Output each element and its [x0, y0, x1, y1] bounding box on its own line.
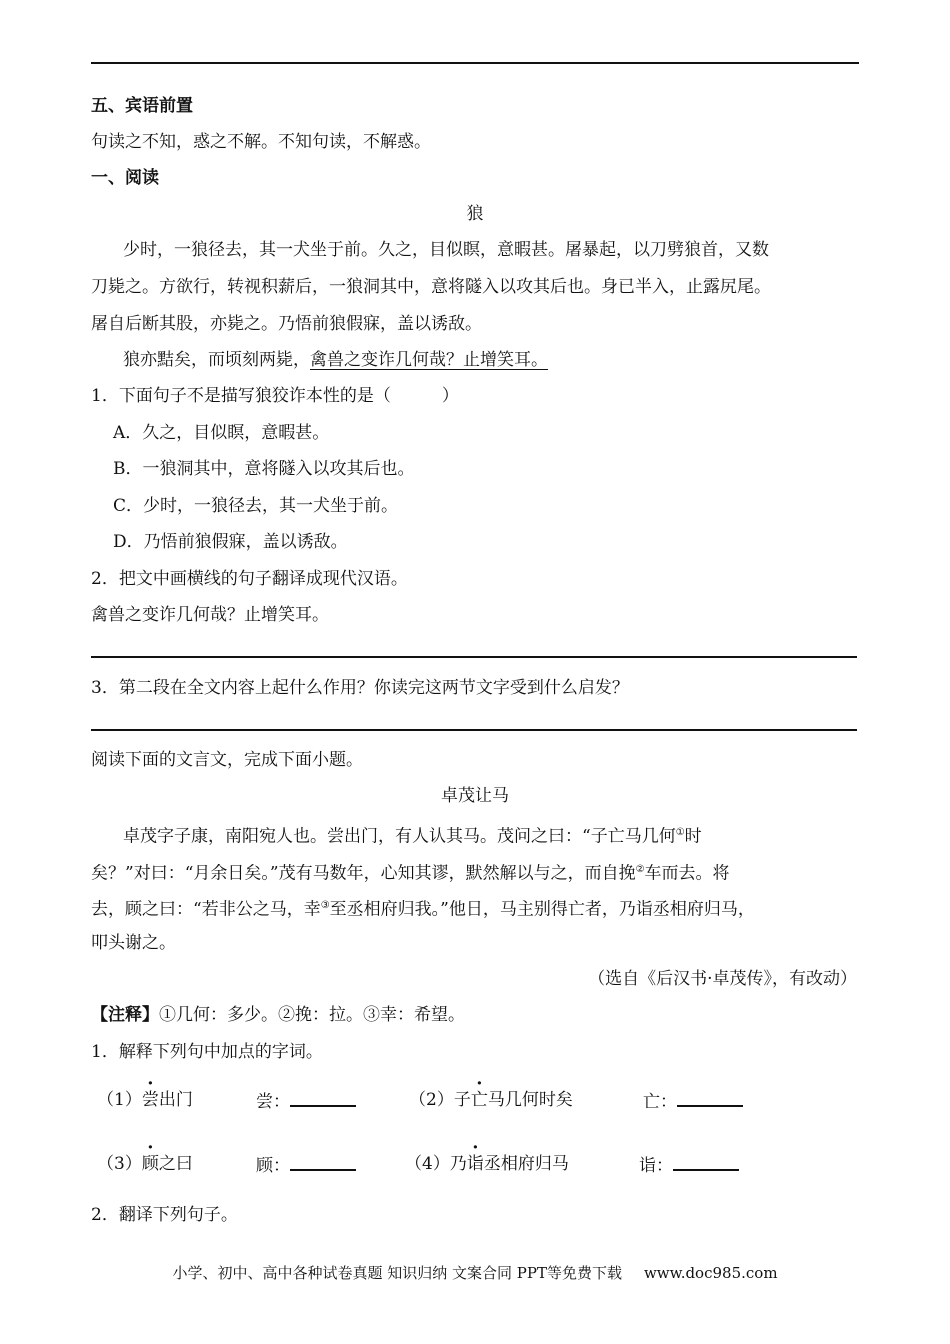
zhuomao-line-3-tail: 至丞相府归我。”他日，马主别得亡者，乃诣丞相府归马，	[329, 899, 755, 920]
passage-line-2: 刀毙之。方欲行，转视积薪后，一狼洞其中，意将隧入以攻其后也。身已半入，止露尻尾。	[91, 277, 771, 297]
notes-text: ①几何：多少。②挽：拉。③幸：希望。	[159, 1005, 465, 1025]
section-heading-object-preposition: 五、宾语前置	[91, 96, 193, 116]
vocab-answer-1	[256, 1087, 356, 1115]
option-d: D．乃悟前狼假寐，盖以诱敌。	[113, 532, 348, 552]
footer-url[interactable]: www.doc985.com	[643, 1264, 778, 1282]
source-citation: （选自《后汉书·卓茂传》，有改动）	[588, 969, 857, 989]
question-2-stem: 2．把文中画横线的句子翻译成现代汉语。	[91, 569, 408, 589]
section-heading-reading: 一、阅读	[91, 168, 159, 188]
vocab-question-stem: 1．解释下列句中加点的字词。	[91, 1042, 323, 1062]
top-rule	[91, 62, 859, 64]
passage-line-4-plain: 狼亦黠矣，而顷刻两毙，	[123, 350, 310, 370]
passage-line-1: 少时，一狼径去，其一犬坐于前。久之，目似瞑，意暇甚。屠暴起，以刀劈狼首，又数	[123, 240, 769, 260]
vocab-answer-4	[639, 1151, 739, 1179]
notes-label: 【注释】	[91, 1005, 159, 1025]
zhuomao-line-2-text: 矣？”对曰：“月余日矣。”茂有马数年，心知其谬，默然解以与之，而自挽	[91, 863, 636, 884]
note-marker-1: ①	[675, 827, 685, 838]
answer-blank-4[interactable]	[673, 1151, 739, 1171]
answer-blank-1[interactable]	[290, 1087, 356, 1107]
question-3-stem: 3．第二段在全文内容上起什么作用？你读完这两节文字受到什么启发？	[91, 678, 629, 698]
vocab-item-2-text: 马几何时矣	[487, 1090, 573, 1110]
answer-blank-2[interactable]	[677, 1087, 743, 1107]
option-b: B．一狼洞其中，意将隧入以攻其后也。	[113, 459, 415, 479]
dotted-char-1: 尝	[141, 1090, 159, 1110]
vocab-item-3-num: （3）	[97, 1154, 142, 1174]
vocab-item-4-text: 丞相府归马	[483, 1154, 569, 1174]
zhuomao-line-3	[91, 894, 755, 922]
vocab-item-4-pre: 乃	[449, 1154, 467, 1174]
vocab-item-2-num: （2）	[409, 1090, 454, 1110]
vocab-item-1	[97, 1087, 193, 1113]
vocab-key-3: 顾：	[256, 1156, 290, 1176]
zhuomao-line-2-tail: 车而去。将	[644, 863, 730, 884]
answer-line-q3	[91, 729, 857, 731]
vocab-item-1-num: （1）	[97, 1090, 142, 1110]
zhuomao-line-4: 叩头谢之。	[91, 933, 176, 953]
passage-line-3: 屠自后断其股，亦毙之。乃悟前狼假寐，盖以诱敌。	[91, 314, 482, 334]
note-marker-3: ③	[320, 900, 330, 911]
vocab-item-2	[409, 1087, 573, 1113]
translate-question-stem: 2．翻译下列句子。	[91, 1205, 238, 1225]
dotted-char-4: 诣	[466, 1154, 484, 1174]
vocab-item-3-text: 之曰	[158, 1154, 193, 1174]
vocab-item-4-num: （4）	[405, 1154, 450, 1174]
vocab-item-1-text: 出门	[158, 1090, 193, 1110]
zhuomao-line-1	[123, 821, 702, 849]
vocab-item-4	[405, 1151, 569, 1177]
vocab-answer-3	[256, 1151, 356, 1179]
question-2-sentence: 禽兽之变诈几何哉？止增笑耳。	[91, 605, 329, 625]
footer-text: 小学、初中、高中各种试卷真题 知识归纳 文案合同 PPT等免费下载	[172, 1264, 622, 1282]
annotation-notes	[91, 1003, 465, 1027]
dotted-char-2: 亡	[470, 1090, 488, 1110]
vocab-item-2-pre: 子	[453, 1090, 471, 1110]
question-1-stem: 1．下面句子不是描写狼狡诈本性的是（ ）	[91, 386, 459, 406]
vocab-item-3	[97, 1151, 193, 1177]
note-marker-2: ②	[635, 864, 645, 875]
answer-blank-3[interactable]	[290, 1151, 356, 1171]
zhuomao-line-3-text: 去，顾之曰：“若非公之马，幸	[91, 899, 321, 920]
zhuomao-line-1-tail: 时	[684, 826, 702, 847]
option-a: A．久之，目似瞑，意暇甚。	[113, 423, 330, 443]
vocab-answer-2	[643, 1087, 743, 1115]
dotted-char-3: 顾	[141, 1154, 159, 1174]
answer-line-q2	[91, 656, 857, 658]
option-c: C．少时，一狼径去，其一犬坐于前。	[113, 496, 399, 516]
vocab-key-1: 尝：	[256, 1092, 290, 1112]
zhuomao-line-1-text: 卓茂字子康，南阳宛人也。尝出门，有人认其马。茂问之曰：“子亡马几何	[123, 826, 676, 847]
passage-line-4	[123, 348, 548, 372]
vocab-key-4: 诣：	[639, 1156, 673, 1176]
zhuomao-line-2	[91, 858, 730, 886]
passage-title-wolf: 狼	[466, 204, 484, 224]
example-sentence: 句读之不知，惑之不解。不知句读，不解惑。	[91, 132, 431, 152]
reading-intro: 阅读下面的文言文，完成下面小题。	[91, 750, 363, 770]
passage-title-zhuomao: 卓茂让马	[441, 786, 509, 806]
page-footer	[0, 1262, 950, 1284]
vocab-key-2: 亡：	[643, 1092, 677, 1112]
underlined-sentence: 禽兽之变诈几何哉？止增笑耳。	[310, 350, 548, 370]
